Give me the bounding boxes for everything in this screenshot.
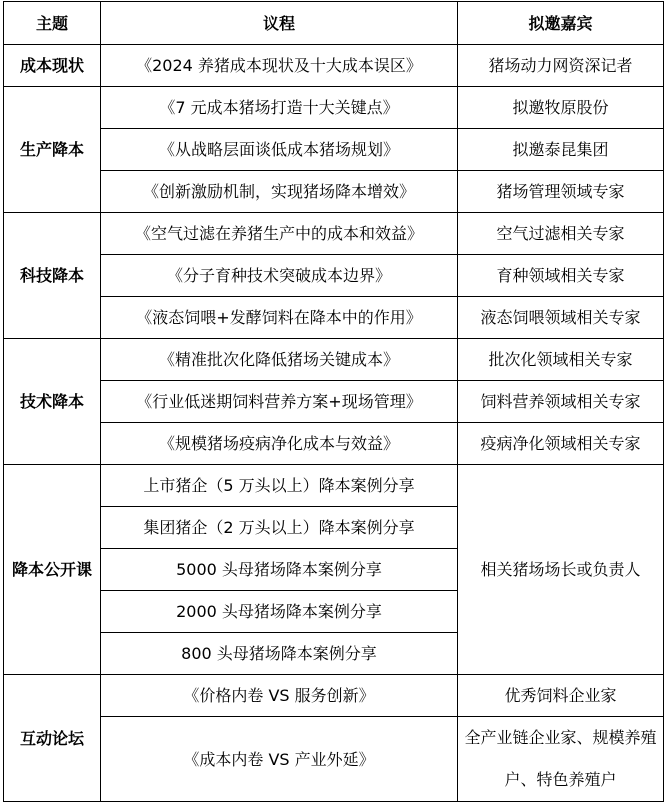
guest-cell: 批次化领域相关专家 — [458, 339, 664, 381]
topic-cell: 科技降本 — [4, 213, 101, 339]
agenda-cell: 《规模猪场疫病净化成本与效益》 — [101, 423, 458, 465]
table-row — [4, 717, 664, 802]
table-row — [4, 171, 664, 213]
table-row — [4, 339, 664, 381]
table-row — [4, 381, 664, 423]
agenda-cell: 800 头母猪场降本案例分享 — [101, 633, 458, 675]
header-guest: 拟邀嘉宾 — [458, 2, 664, 45]
header-topic: 主题 — [4, 2, 101, 45]
table-row — [4, 465, 664, 507]
agenda-cell: 2000 头母猪场降本案例分享 — [101, 591, 458, 633]
topic-cell: 技术降本 — [4, 339, 101, 465]
agenda-table — [3, 1, 664, 802]
agenda-cell: 5000 头母猪场降本案例分享 — [101, 549, 458, 591]
topic-cell: 降本公开课 — [4, 465, 101, 675]
agenda-cell: 《液态饲喂+发酵饲料在降本中的作用》 — [101, 297, 458, 339]
guest-cell: 猪场动力网资深记者 — [458, 45, 664, 87]
guest-cell-shared: 相关猪场场长或负责人 — [458, 465, 664, 675]
table-row — [4, 213, 664, 255]
agenda-cell: 《精准批次化降低猪场关键成本》 — [101, 339, 458, 381]
topic-cell: 互动论坛 — [4, 675, 101, 802]
table-row — [4, 255, 664, 297]
agenda-cell: 《从战略层面谈低成本猪场规划》 — [101, 129, 458, 171]
table-row — [4, 297, 664, 339]
guest-cell: 猪场管理领域专家 — [458, 171, 664, 213]
guest-cell: 液态饲喂领域相关专家 — [458, 297, 664, 339]
table-header-row — [4, 2, 664, 45]
topic-cell: 生产降本 — [4, 87, 101, 213]
agenda-cell: 《行业低迷期饲料营养方案+现场管理》 — [101, 381, 458, 423]
agenda-cell: 《创新激励机制，实现猪场降本增效》 — [101, 171, 458, 213]
guest-cell: 全产业链企业家、规模养殖户、特色养殖户 — [458, 717, 664, 802]
table-row — [4, 87, 664, 129]
header-agenda: 议程 — [101, 2, 458, 45]
agenda-cell: 《分子育种技术突破成本边界》 — [101, 255, 458, 297]
guest-cell: 育种领域相关专家 — [458, 255, 664, 297]
guest-cell: 空气过滤相关专家 — [458, 213, 664, 255]
agenda-cell: 《空气过滤在养猪生产中的成本和效益》 — [101, 213, 458, 255]
guest-cell: 拟邀泰昆集团 — [458, 129, 664, 171]
table-row — [4, 423, 664, 465]
guest-cell: 饲料营养领域相关专家 — [458, 381, 664, 423]
guest-cell: 优秀饲料企业家 — [458, 675, 664, 717]
agenda-cell: 《7 元成本猪场打造十大关键点》 — [101, 87, 458, 129]
agenda-cell: 集团猪企（2 万头以上）降本案例分享 — [101, 507, 458, 549]
table-row — [4, 129, 664, 171]
agenda-cell: 《2024 养猪成本现状及十大成本误区》 — [101, 45, 458, 87]
table-row — [4, 45, 664, 87]
table-row — [4, 675, 664, 717]
agenda-cell: 《成本内卷 VS 产业外延》 — [101, 717, 458, 802]
guest-cell: 疫病净化领域相关专家 — [458, 423, 664, 465]
topic-cell: 成本现状 — [4, 45, 101, 87]
agenda-cell: 《价格内卷 VS 服务创新》 — [101, 675, 458, 717]
guest-cell: 拟邀牧原股份 — [458, 87, 664, 129]
agenda-cell: 上市猪企（5 万头以上）降本案例分享 — [101, 465, 458, 507]
